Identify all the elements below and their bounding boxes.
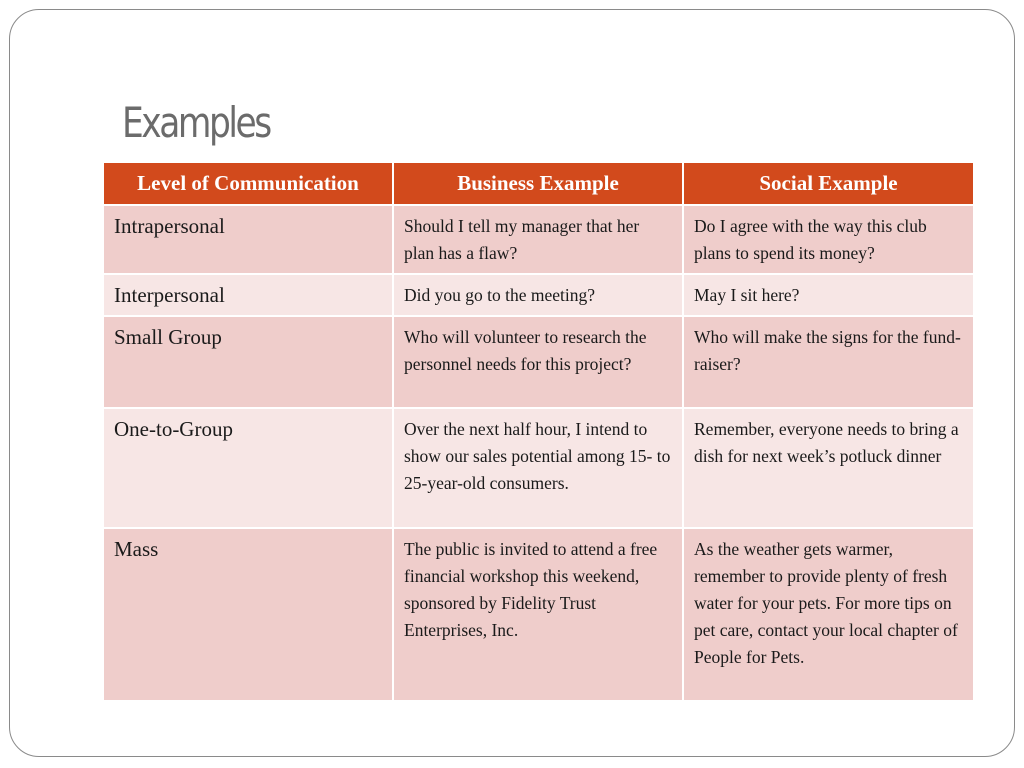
header-social: Social Example (683, 162, 974, 205)
table-row (103, 528, 974, 701)
table-row (103, 205, 974, 274)
slide-title: Examples (122, 98, 270, 147)
level-cell: Intrapersonal (103, 205, 393, 274)
business-example-cell: Did you go to the meeting? (393, 274, 683, 316)
table-row (103, 274, 974, 316)
table-header-row (103, 162, 974, 205)
business-example-cell: The public is invited to attend a free financial workshop this weekend, sponsored by Fidelity Trust Enterprises, Inc. (393, 528, 683, 701)
social-example-cell: Remember, everyone needs to bring a dish for next week’s potluck dinner (683, 408, 974, 528)
level-cell: Mass (103, 528, 393, 701)
business-example-cell: Who will volunteer to research the personnel needs for this project? (393, 316, 683, 408)
level-cell: Small Group (103, 316, 393, 408)
business-example-cell: Over the next half hour, I intend to show our sales potential among 15- to 25-year-old consumers. (393, 408, 683, 528)
examples-table (102, 161, 975, 702)
table-row (103, 408, 974, 528)
table-row (103, 316, 974, 408)
header-level: Level of Communication (103, 162, 393, 205)
header-business: Business Example (393, 162, 683, 205)
social-example-cell: Do I agree with the way this club plans to spend its money? (683, 205, 974, 274)
level-cell: One-to-Group (103, 408, 393, 528)
business-example-cell: Should I tell my manager that her plan has a flaw? (393, 205, 683, 274)
level-cell: Interpersonal (103, 274, 393, 316)
social-example-cell: As the weather gets warmer, remember to provide plenty of fresh water for your pets. For more tips on pet care, contact your local chapter of People for Pets. (683, 528, 974, 701)
social-example-cell: May I sit here? (683, 274, 974, 316)
social-example-cell: Who will make the signs for the fund-raiser? (683, 316, 974, 408)
